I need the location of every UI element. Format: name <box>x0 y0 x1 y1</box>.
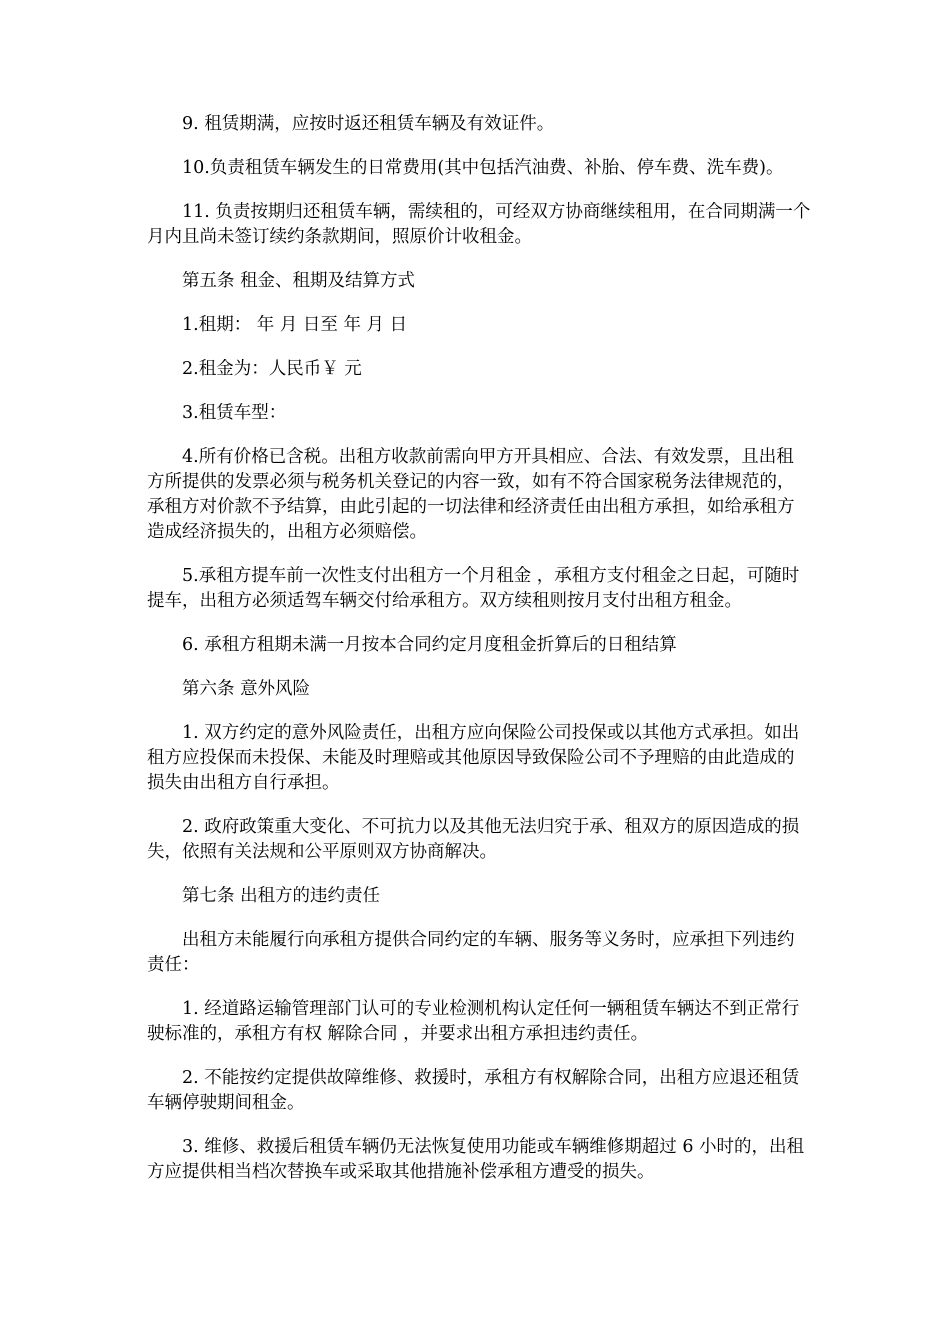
article-5-heading: 第五条 租金、租期及结算方式 <box>182 271 416 291</box>
clause-10: 10.负责租赁车辆发生的日常费用(其中包括汽油费、补胎、停车费、洗车费)。 <box>182 158 784 178</box>
article-5-item-4: 4.所有价格已含税。出租方收款前需向甲方开具相应、合法、有效发票，且出租方所提供的发票必须与税务机关登记的内容一致，如有不符合国家税务法律规范的，承租方对价款不予结算，由此引起的一切法律和经济责任由出租方承担，如给承租方造成经济损失的，出租方必须赔偿。 <box>147 447 795 542</box>
article-7-item-1: 1. 经道路运输管理部门认可的专业检测机构认定任何一辆租赁车辆达不到正常行驶标准的，承租方有权 解除合同 ，并要求出租方承担违约责任。 <box>147 999 800 1044</box>
clause-9: 9. 租赁期满，应按时返还租赁车辆及有效证件。 <box>182 114 555 134</box>
article-7-heading: 第七条 出租方的违约责任 <box>182 886 381 906</box>
article-6-item-1: 1. 双方约定的意外风险责任，出租方应向保险公司投保或以其他方式承担。如出租方应投保而未投保、未能及时理赔或其他原因导致保险公司不予理赔的由此造成的损失由出租方自行承担。 <box>147 723 800 793</box>
article-6-heading: 第六条 意外风险 <box>182 679 311 699</box>
article-5-item-1: 1.租期： 年 月 日至 年 月 日 <box>182 315 408 335</box>
article-5-item-6: 6. 承租方租期未满一月按本合同约定月度租金折算后的日租结算 <box>182 635 677 655</box>
document-body <box>147 112 811 1204</box>
article-6-item-2: 2. 政府政策重大变化、不可抗力以及其他无法归究于承、租双方的原因造成的损失，依照有关法规和公平原则双方协商解决。 <box>147 817 800 862</box>
article-5-item-3: 3.租赁车型： <box>182 403 287 423</box>
article-7-intro: 出租方未能履行向承租方提供合同约定的车辆、服务等义务时，应承担下列违约责任： <box>147 930 795 975</box>
article-5-item-5: 5.承租方提车前一次性支付出租方一个月租金 ，承租方支付租金之日起，可随时提车，出租方必须适驾车辆交付给承租方。双方续租则按月支付出租方租金。 <box>147 566 800 611</box>
article-5-item-2: 2.租金为：人民币￥ 元 <box>182 359 362 379</box>
article-7-item-2: 2. 不能按约定提供故障维修、救援时，承租方有权解除合同，出租方应退还租赁车辆停驶期间租金。 <box>147 1068 800 1113</box>
article-7-item-3: 3. 维修、救援后租赁车辆仍无法恢复使用功能或车辆维修期超过 6 小时的，出租方应提供相当档次替换车或采取其他措施补偿承租方遭受的损失。 <box>147 1137 805 1182</box>
clause-11: 11. 负责按期归还租赁车辆，需续租的，可经双方协商继续租用，在合同期满一个月内且尚未签订续约条款期间，照原价计收租金。 <box>147 202 811 247</box>
